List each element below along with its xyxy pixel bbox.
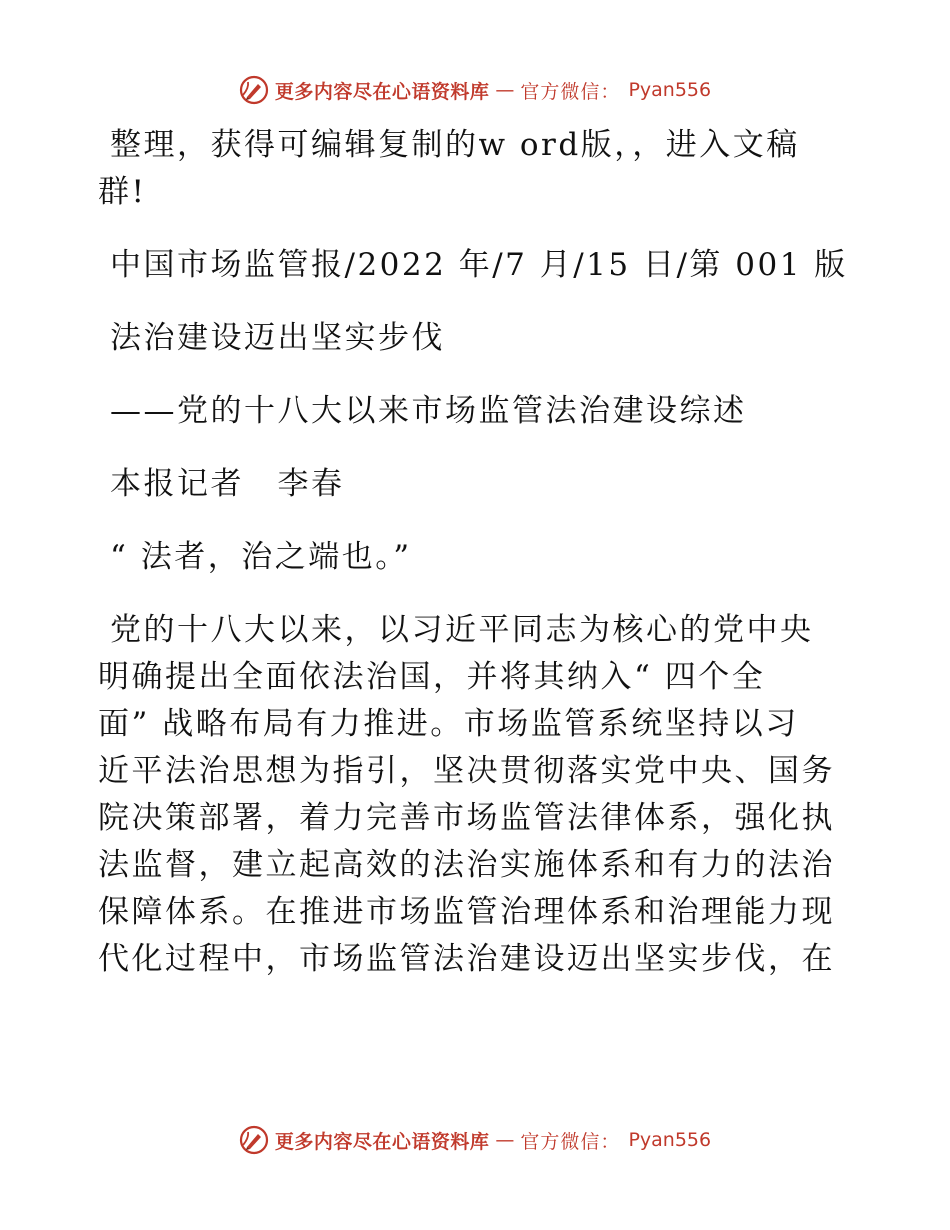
source-paragraph [98,242,858,289]
article-quote: “ 法者，治之端也。” [110,539,412,575]
body-line: 院决策部署，着力完善市场监管法律体系，强化执 [98,800,835,836]
watermark-label: 官方微信： [520,80,621,103]
pen-logo-icon [239,1125,269,1155]
watermark-label: 官方微信： [520,1130,621,1153]
watermark-dash: — [495,79,515,101]
intro-paragraph [98,122,858,216]
pen-logo-icon [239,75,269,105]
watermark-wechat-id: Pyan556 [628,79,712,101]
body-line: 近平法治思想为指引，坚决贯彻落实党中央、国务 [98,753,835,789]
body-line: 代化过程中，市场监管法治建设迈出坚实步伐，在 [98,941,835,977]
body-line: 明确提出全面依法治国，并将其纳入“ 四个全 [98,659,766,695]
watermark-wechat-id: Pyan556 [628,1129,712,1151]
watermark-main-text: 更多内容尽在心语资料库 [274,80,490,103]
source-line: 中国市场监管报/2022 年/7 月/15 日/第 001 版 [110,247,848,283]
footer-watermark [0,1122,950,1158]
article-byline: 本报记者 李春 [110,466,345,502]
article-title: 法治建设迈出坚实步伐 [110,320,445,356]
subtitle-paragraph [98,388,858,435]
intro-line-2: 群! [98,174,147,210]
quote-paragraph [98,534,858,581]
body-line: 法监督，建立起高效的法治实施体系和有力的法治 [98,847,835,883]
body-line: 面” 战略布局有力推进。市场监管系统坚持以习 [98,706,799,742]
body-line: 保障体系。在推进市场监管治理体系和治理能力现 [98,894,835,930]
intro-line-1: 整理，获得可编辑复制的w ord版，，进入文稿 [110,127,800,163]
watermark-main-text: 更多内容尽在心语资料库 [274,1130,490,1153]
watermark-dash: — [495,1129,515,1151]
body-line: 党的十八大以来，以习近平同志为核心的党中央 [110,612,814,648]
article-subtitle: ——党的十八大以来市场监管法治建设综述 [110,393,747,429]
title-paragraph [98,315,858,362]
byline-paragraph [98,461,858,508]
header-watermark [0,72,950,108]
document-content [98,122,858,1009]
body-paragraph [98,607,858,983]
